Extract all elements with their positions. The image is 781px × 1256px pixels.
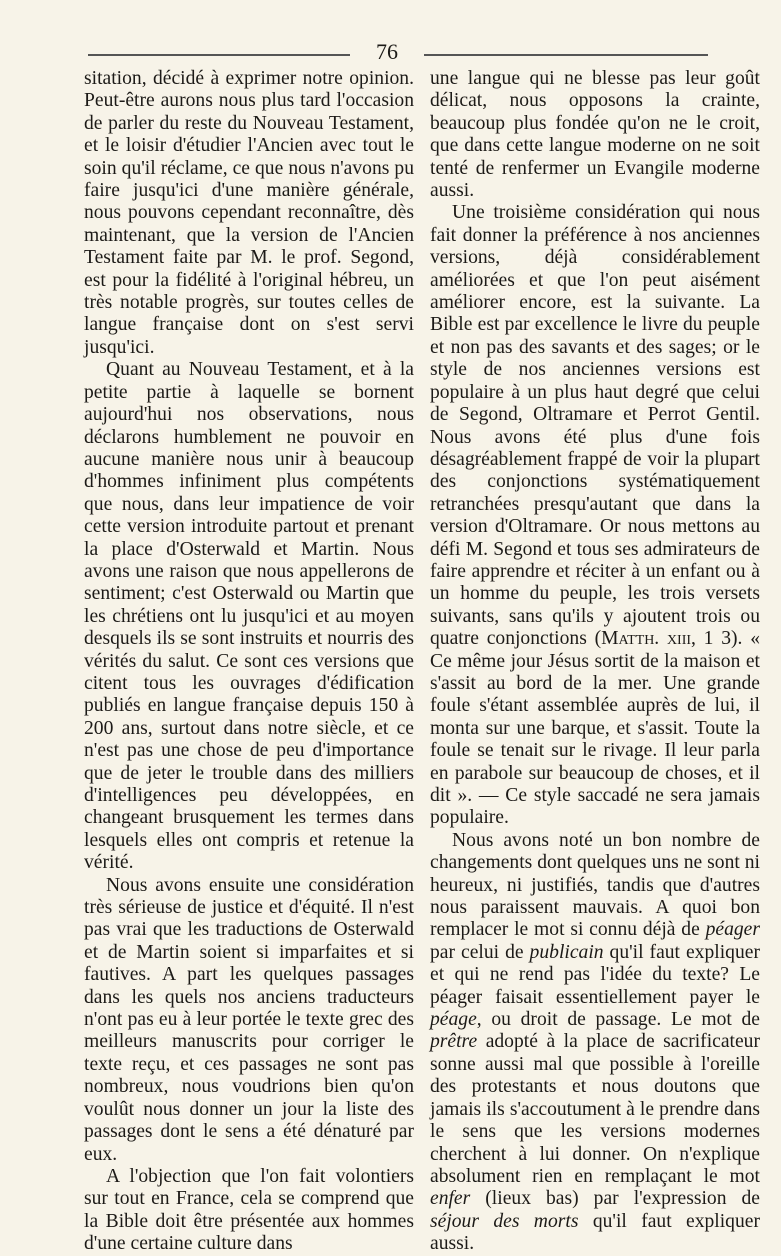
page-number: 76: [376, 39, 398, 64]
text-segment: ). « Ce même jour Jésus sortit de la maison et s'assit au bord de la mer. Une grande foule s'étant assemblée auprès de lui, il monta sur une barque, et s'assit. Toute la foule se tenait sur le rivage. Il leur parla en parabole sur beaucoup de choses, et il dit ». — Ce style saccadé ne sera jamais populaire.: [430, 628, 760, 829]
right-column: [430, 68, 760, 1256]
italic-term: péager: [705, 919, 760, 941]
left-paragraph-3: Nous avons ensuite une considération très sérieuse de justice et d'équité. Il n'est pas vrai que les traductions de Osterwald et de Martin soient si imparfaites et si fautives. A part les quelques passages dans les quels nos anciens traducteurs n'ont pas eu à leur portée le texte grec des meilleurs manuscrits pour corriger le texte reçu, et ces passages ne sont pas nombreux, nous voudrions bien qu'on voulût nous donner un jour la liste des passages dont le sens a été dénaturé par eux.: [84, 874, 414, 1165]
text-segment: Nous avons noté un bon nombre de changements dont quelques uns ne sont ni heureux, ni justifiés, tandis que d'autres nous paraissent mauvais. A quoi bon remplacer le mot si connu déjà de: [430, 829, 760, 941]
text-segment: par celui de: [430, 941, 530, 963]
header-rule-right: [424, 54, 708, 56]
left-column: [84, 68, 414, 1256]
page-header: [88, 40, 708, 64]
text-segment: (lieux bas) par l'expression de: [470, 1188, 760, 1210]
italic-term: péage: [430, 1009, 477, 1031]
right-paragraph-1: [430, 68, 760, 202]
text-segment: adopté à la place de sacrificateur sonne aussi mal que possible à l'oreille des protestants et nous doutons que jamais ils s'accoutument à le prendre dans le sens que les versions modernes cherchent à lui donner. On n'explique absolument rien en remplaçant le mot: [430, 1031, 760, 1187]
right-paragraph-3: [430, 830, 760, 1256]
left-paragraph-1: sitation, décidé à exprimer notre opinion. Peut-être aurons nous plus tard l'occasion de parler du reste du Nouveau Testament, et le loisir d'étudier l'Ancien avec tout le soin qu'il réclame, ce que nous n'avons pu faire jusqu'ici d'une manière générale, nous pouvons cependant reconnaître, dès maintenant, que la version de l'Ancien Testament faite par M. le prof. Segond, est pour la fidélité à l'original hébreu, un très notable progrès, sur toutes celles de langue française dont on s'est servi jusqu'ici.: [84, 68, 414, 358]
italic-term: enfer: [430, 1188, 471, 1210]
italic-term: publicain: [529, 941, 604, 963]
header-rule-left: [88, 54, 350, 56]
text-segment: Une troisième considération qui nous fait donner la préférence à nos anciennes versions, déjà considérablement améliorées et que l'on peut aisément améliorer encore, est la suivante. La Bible est par excellence le livre du peuple et non pas des savants et des sages; or le style de nos anciennes versions est populaire à un plus haut degré que celui de Segond, Oltramare et Perrot Gentil. Nous avons été plus d'une fois désagréablement frappé de voir la plupart des conjonctions systématiquement retranchées presqu'autant que dans la version d'Oltramare. Or nous mettons au défi M. Segond et tous ses admirateurs de faire apprendre et réciter à un enfant ou à un homme du peuple, les trois versets suivants, sans qu'ils y ajoutent trois ou quatre conjonctions (: [430, 202, 760, 650]
italic-term: prêtre: [430, 1031, 478, 1053]
scripture-reference: Matth. xiii, 1 3: [601, 628, 732, 650]
text-segment: qu'il faut expliquer et qui ne rend pas l'idée du texte? Le péager faisait essentiellement payer le: [430, 941, 760, 1008]
text-segment: qu'il faut expliquer aussi.: [430, 1210, 760, 1255]
italic-term: séjour des morts: [430, 1210, 579, 1232]
right-paragraph-2: [430, 202, 760, 829]
text-segment: une langue qui ne blesse pas leur goût délicat, nous opposons la crainte, beaucoup plus fondée qu'on ne le croit, que dans cette langue moderne on ne soit tenté de renfermer un Evangile moderne aussi.: [430, 68, 760, 202]
text-segment: , ou droit de passage. Le mot de: [476, 1009, 760, 1031]
left-paragraph-4: A l'objection que l'on fait volontiers sur tout en France, cela se comprend que la Bible doit être présentée aux hommes d'une certaine culture dans: [84, 1165, 414, 1255]
left-paragraph-2: Quant au Nouveau Testament, et à la petite partie à laquelle se bornent aujourd'hui nos observations, nous déclarons humblement ne pouvoir en aucune manière nous unir à beaucoup d'hommes infiniment plus compétents que nous, dans leur impatience de voir cette version introduite partout et prenant la place d'Osterwald et Martin. Nous avons une raison que nous appellerons de sentiment; c'est Osterwald ou Martin que les chrétiens ont lu jusqu'ici et au moyen desquels ils se sont instruits et nourris des vérités du salut. Ce sont ces versions que citent tous les ouvrages d'édification publiés en langue française depuis 150 à 200 ans, surtout dans notre siècle, et ce n'est pas une chose de peu d'importance que de jeter le trouble dans des milliers d'intelligences peu développées, en changeant brusquement les termes dans lesquels elles ont compris et retenue la vérité.: [84, 359, 414, 874]
